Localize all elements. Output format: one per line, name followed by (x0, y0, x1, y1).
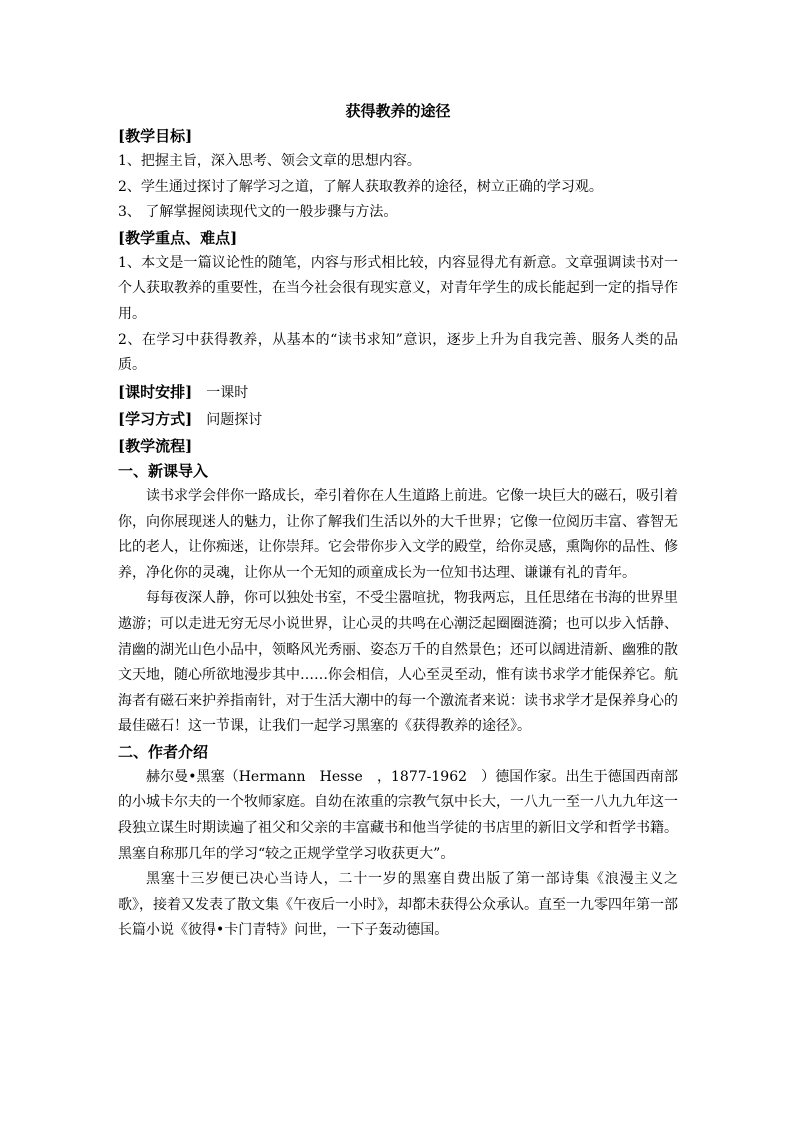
key-point-2: 2、在学习中获得教养，从基本的“读书求知”意识，逐步上升为自我完善、服务人类的品质。 (118, 331, 678, 374)
document-page (118, 100, 678, 944)
goal-item-3: 3、 了解掌握阅读现代文的一般步骤与方法。 (118, 204, 398, 221)
method-label: [学习方式] (118, 410, 193, 429)
goal-item-2: 2、学生通过探讨了解学习之道，了解人获取教养的途径，树立正确的学习观。 (118, 178, 603, 195)
schedule-value: 一课时 (206, 384, 249, 401)
goal-item-1: 1、把握主旨，深入思考、领会文章的思想内容。 (118, 153, 421, 169)
section-author-heading: 二、作者介绍 (118, 742, 209, 761)
key-point-1: 1、本文是一篇议论性的随笔，内容与形式相比较，内容显得尤有新意。文章强调读书对一个人获取教养的重要性，在当今社会很有现实意义，对青年学生的成长能起到一定的指导作用。 (118, 254, 678, 322)
flow-heading: [教学流程] (118, 436, 193, 455)
section-intro-heading: 一、新课导入 (118, 461, 209, 480)
schedule-row (118, 379, 678, 407)
author-paragraph-1: 赫尔曼•黑塞（Hermann Hesse ，1877-1962 ）德国作家。出生于德国西南部的小城卡尔夫的一个牧师家庭。自幼在浓重的宗教气氛中长大，一八九一至一八九九年这一段独立谋生时期读遍了祖父和父亲的丰富藏书和他当学徒的书店里的新旧文学和哲学书籍。黑塞自称那几年的学习“较之正规学堂学习收获更大”。 (118, 768, 678, 862)
intro-paragraph-1: 读书求学会伴你一路成长，牵引着你在人生道路上前进。它像一块巨大的磁石，吸引着你，向你展现迷人的魅力，让你了解我们生活以外的大千世界；它像一位阅历丰富、睿智无比的老人，让你痴迷，让你崇拜。它会带你步入文学的殿堂，给你灵感，熏陶你的品性、修养，净化你的灵魂，让你从一个无知的顽童成长为一位知书达理、谦谦有礼的青年。 (118, 487, 678, 581)
method-value: 问题探讨 (206, 412, 263, 429)
key-points-heading: [教学重点、难点] (118, 228, 238, 247)
author-paragraph-2: 黑塞十三岁便已决心当诗人，二十一岁的黑塞自费出版了第一部诗集《浪漫主义之歌》，接着又发表了散文集《午夜后一小时》，却都未获得公众承认。直至一九零四年第一部长篇小说《彼得•卡门青特》问世，一下子轰动德国。 (118, 871, 678, 939)
document-title: 获得教养的途径 (345, 102, 451, 120)
intro-paragraph-2: 每每夜深人静，你可以独处书室，不受尘嚣喧扰，物我两忘，且任思绪在书海的世界里遨游；可以走进无穷无尽小说世界，让心灵的共鸣在心潮泛起圈圈涟漪；也可以步入恬静、清幽的湖光山色小品中，领略风光秀丽、姿态万千的自然景色；还可以阔进清新、幽雅的散文天地，随心所欲地漫步其中……你会相信，人心至灵至动，惟有读书求学才能保养它。航海者有磁石来护养指南针，对于生活大潮中的每一个激流者来说：读书求学才是保养身心的最佳磁石！这一节课，让我们一起学习黑塞的《获得教养的途径》。 (118, 590, 678, 735)
schedule-label: [课时安排] (118, 382, 193, 401)
method-row (118, 406, 678, 434)
goals-heading: [教学目标] (118, 127, 193, 145)
